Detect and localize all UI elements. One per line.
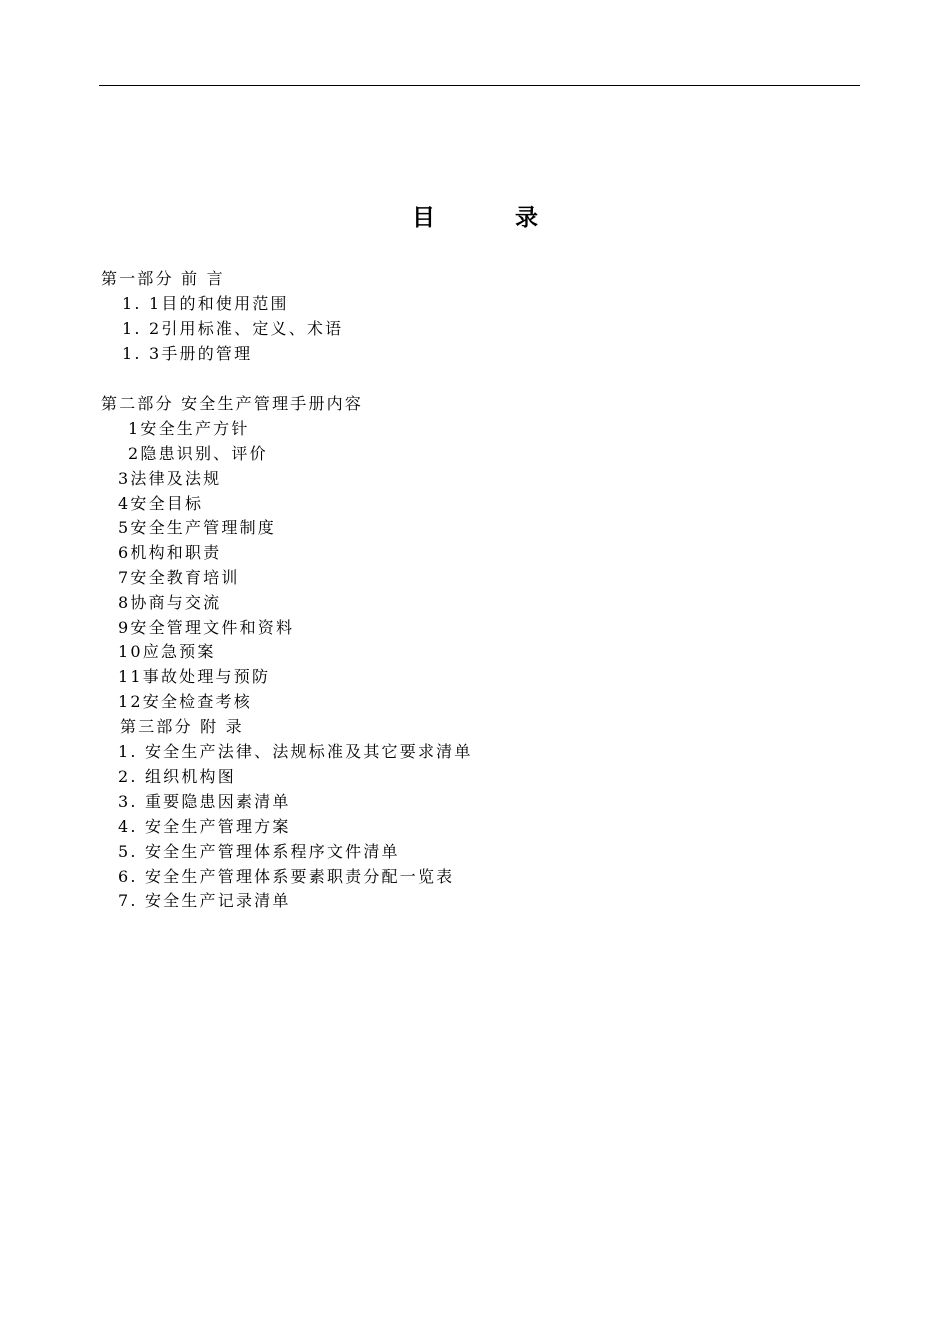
- toc-appendix-6: 6. 安全生产管理体系要素职责分配一览表: [118, 867, 455, 886]
- toc-item-2-5: 5安全生产管理制度: [118, 518, 276, 537]
- toc-item-2-2: 2隐患识别、评价: [128, 444, 268, 463]
- page-title: 目 录: [411, 204, 574, 231]
- toc-item-2-9: 9安全管理文件和资料: [118, 618, 295, 637]
- toc-item-2-1: 1安全生产方针: [128, 419, 250, 438]
- toc-item-1-1: 1. 1目的和使用范围: [122, 294, 289, 313]
- toc-item-2-12: 12安全检查考核: [118, 692, 252, 711]
- toc-item-1-2: 1. 2引用标准、定义、术语: [122, 319, 344, 338]
- toc-appendix-3: 3. 重要隐患因素清单: [118, 792, 291, 811]
- toc-appendix-2: 2. 组织机构图: [118, 767, 236, 786]
- toc-item-2-7: 7安全教育培训: [118, 568, 240, 587]
- toc-item-2-8: 8协商与交流: [118, 593, 222, 612]
- toc-part-1-heading: 第一部分 前 言: [101, 269, 225, 288]
- toc-part-2-heading: 第二部分 安全生产管理手册内容: [101, 394, 364, 413]
- toc-item-2-10: 10应急预案: [118, 642, 216, 661]
- toc-item-2-11: 11事故处理与预防: [118, 667, 271, 686]
- toc-item-2-3: 3法律及法规: [118, 469, 222, 488]
- toc-item-1-3: 1. 3手册的管理: [122, 344, 253, 363]
- toc-appendix-7: 7. 安全生产记录清单: [118, 891, 291, 910]
- toc-item-2-6: 6机构和职责: [118, 543, 222, 562]
- header-rule: [99, 85, 860, 86]
- toc-appendix-4: 4. 安全生产管理方案: [118, 817, 291, 836]
- toc-item-2-4: 4安全目标: [118, 494, 204, 513]
- toc-appendix-1: 1. 安全生产法律、法规标准及其它要求清单: [118, 742, 473, 761]
- toc-appendix-5: 5. 安全生产管理体系程序文件清单: [118, 842, 400, 861]
- toc-part-3-heading: 第三部分 附 录: [120, 717, 244, 736]
